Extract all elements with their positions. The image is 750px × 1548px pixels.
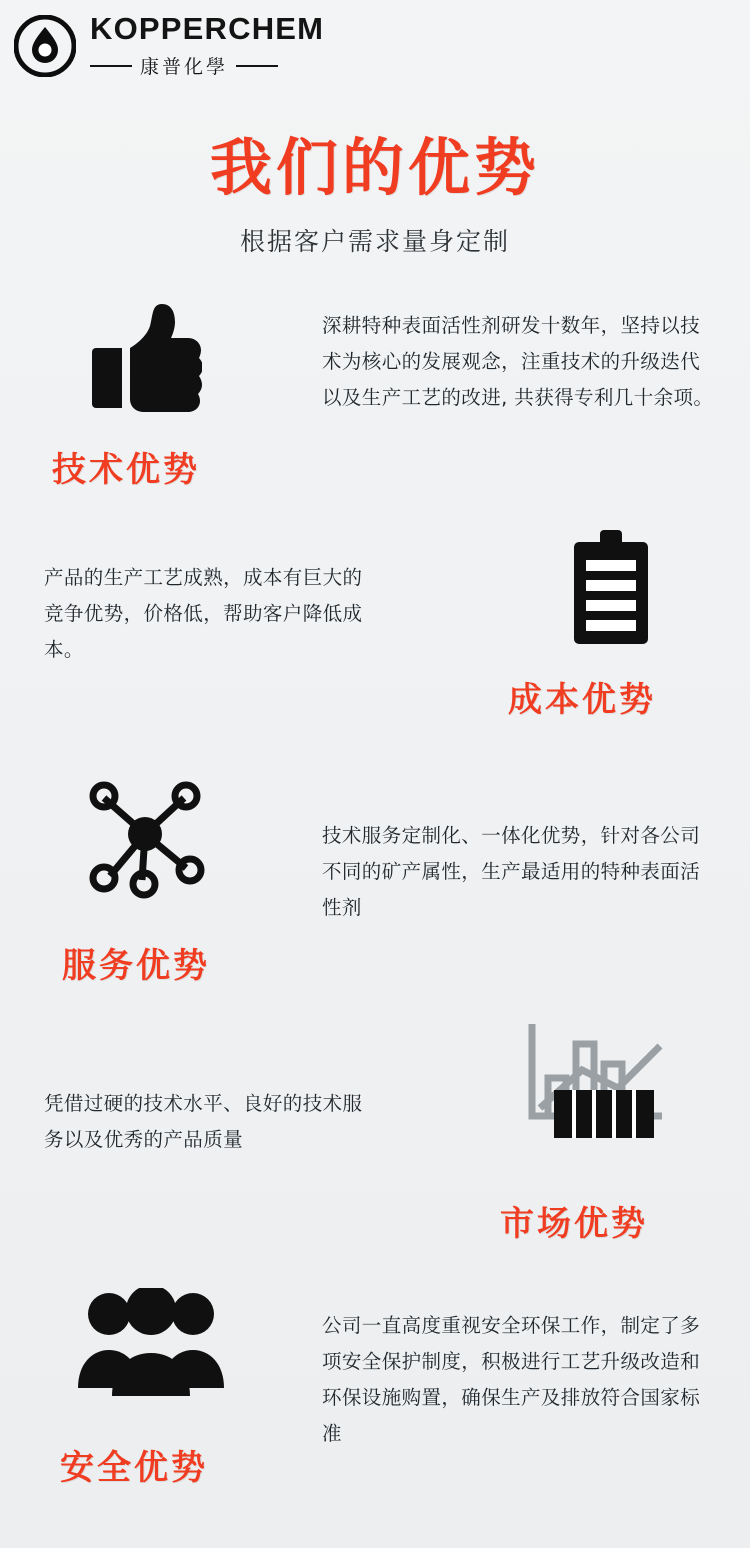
advantage-label-market: 市场优势 bbox=[500, 1204, 648, 1244]
bar-chart-icon bbox=[522, 1016, 672, 1156]
clipboard-checklist-icon bbox=[556, 528, 666, 653]
advantage-label-safety: 安全优势 bbox=[60, 1448, 208, 1488]
advantage-label-cost: 成本优势 bbox=[508, 680, 656, 720]
people-group-icon bbox=[76, 1288, 226, 1408]
brand-name-cn: 康普化學 bbox=[140, 56, 229, 79]
advantage-text-service: 技术服务定制化、一体化优势，针对各公司不同的矿产属性，生产最适用的特种表面活性剂 bbox=[322, 824, 701, 920]
thumbs-up-icon bbox=[82, 296, 202, 421]
brand-rule-left bbox=[90, 65, 132, 67]
brand-logo-bar bbox=[14, 12, 324, 79]
kopperchem-droplet-logo-icon bbox=[14, 15, 76, 77]
advantage-text-cost: 产品的生产工艺成熟，成本有巨大的竞争优势，价格低，帮助客户降低成本。 bbox=[44, 566, 363, 662]
page-title: 我们的优势 bbox=[209, 131, 540, 204]
brand-wordmark bbox=[90, 12, 324, 79]
brand-name-en: KOPPERCHEM bbox=[90, 11, 325, 46]
advantage-text-safety: 公司一直高度重视安全环保工作，制定了多项安全保护制度，积极进行工艺升级改造和环保设施购置，确保生产及排放符合国家标准 bbox=[322, 1314, 701, 1446]
advantage-label-tech: 技术优势 bbox=[52, 450, 200, 490]
network-nodes-icon bbox=[80, 772, 210, 907]
brand-rule-right bbox=[236, 65, 278, 67]
advantage-text-tech: 深耕特种表面活性剂研发十数年，坚持以技术为核心的发展观念，注重技术的升级迭代以及生产工艺的改进, 共获得专利几十余项。 bbox=[322, 314, 714, 410]
advantage-text-market: 凭借过硬的技术水平、良好的技术服务以及优秀的产品质量 bbox=[44, 1092, 363, 1152]
page-subtitle: 根据客户需求量身定制 bbox=[239, 227, 510, 256]
brand-name-cn-row bbox=[90, 52, 324, 79]
advantage-label-service: 服务优势 bbox=[62, 946, 210, 986]
